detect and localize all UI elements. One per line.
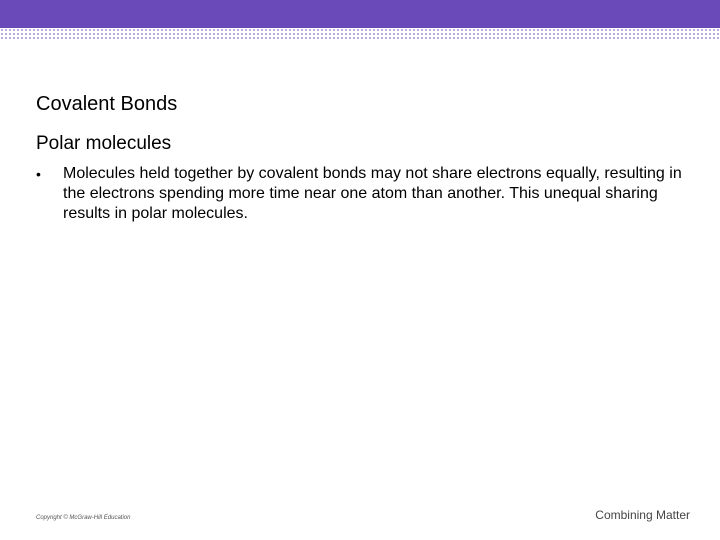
header-band	[0, 0, 720, 28]
bullet-item	[36, 164, 686, 224]
slide-title: Covalent Bonds	[36, 93, 178, 115]
footer-title: Combining Matter	[595, 508, 690, 522]
slide-subtitle: Polar molecules	[36, 133, 172, 154]
dotted-pattern-strip	[0, 28, 720, 40]
copyright-notice: Copyright © McGraw-Hill Education	[36, 515, 131, 521]
bullet-marker: •	[36, 166, 41, 182]
bullet-list	[36, 164, 686, 224]
bullet-text: Molecules held together by covalent bonds may not share electrons equally, resulting in the electrons spending more time near one atom than another. This unequal sharing results in polar molecules.	[63, 165, 682, 222]
